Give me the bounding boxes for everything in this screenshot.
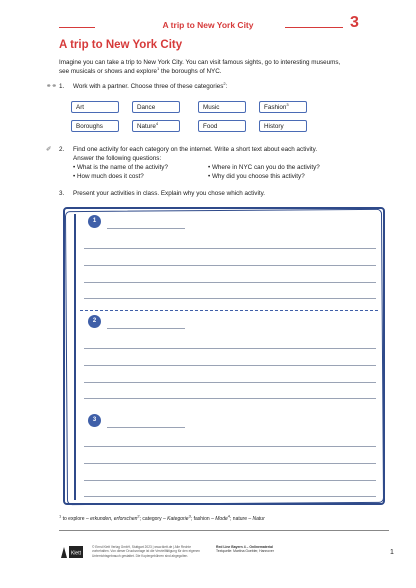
section-marker-1: 1 [88, 215, 101, 228]
task-1-number: 1. [59, 83, 65, 90]
writing-line[interactable] [84, 298, 376, 299]
intro-text-3: the boroughs of NYC. [159, 68, 222, 75]
activity-title-line-1[interactable] [107, 228, 185, 229]
task-3-text: Present your activities in class. Explain why you chose which activity. [73, 190, 266, 197]
page-number: 1 [390, 549, 394, 556]
header-title: A trip to New York City [162, 20, 254, 30]
svg-text:Klett: Klett [70, 550, 82, 557]
category-boroughs: Boroughs [71, 120, 119, 132]
writing-line[interactable] [84, 463, 376, 464]
writing-line[interactable] [84, 480, 376, 481]
writing-line[interactable] [84, 348, 376, 349]
intro-paragraph [59, 58, 369, 76]
footnotes: $^1$ to explore – erkunden, erforschen$^2$; category – Kategorie$^3$; fashion – Mode$^4$; nature – Natur [59, 513, 265, 522]
klett-logo [60, 545, 84, 559]
activity-title-line-3[interactable] [107, 427, 185, 428]
task-2-number: 2. [59, 146, 65, 153]
category-music: Music [198, 101, 246, 113]
writing-line[interactable] [84, 282, 376, 283]
intro-text-2: see musicals or shows and explore [59, 68, 157, 75]
footer-rule [59, 530, 389, 531]
category-history: History [259, 120, 307, 132]
copyright-notice: © Ernst Klett Verlag GmbH, Stuttgart 2023 | www.klett.de | Alle Rechte vorbehalten. Von dieser Druckvorlage ist die Vervielfältigung für den eigenen Unterrichtsgebrauch gestattet. Die Kopiergebühren sind abgegolten. [92, 545, 200, 558]
writing-line[interactable] [84, 365, 376, 366]
pair-work-icon: ⚭⚭ [46, 83, 57, 90]
writing-board-sketch-border [65, 209, 384, 505]
page-title: A trip to New York City [59, 39, 183, 51]
writing-line[interactable] [84, 265, 376, 266]
activity-title-line-2[interactable] [107, 328, 185, 329]
task-1-text: Work with a partner. Choose three of these categories$^2$: [73, 80, 228, 90]
intro-text-1: Imagine you can take a trip to New York City. You can visit famous sights, go to interesting museums, [59, 59, 341, 66]
footnote-ref-1: 1 [157, 65, 160, 71]
board-spine [74, 214, 76, 500]
question-item: • Why did you choose this activity? [208, 173, 305, 180]
category-dance: Dance [132, 101, 180, 113]
writing-line[interactable] [84, 446, 376, 447]
header-rule-right [285, 27, 343, 28]
series-info: Red Line Bayern 4 – Onlinematerial Textquelle: Martina Goebler, Hannover [216, 545, 274, 554]
task-3-number: 3. [59, 190, 65, 197]
writing-line[interactable] [84, 248, 376, 249]
writing-line[interactable] [84, 382, 376, 383]
question-item: • Where in NYC can you do the activity? [208, 164, 320, 171]
section-divider [80, 310, 378, 311]
writing-line[interactable] [84, 496, 376, 497]
question-item: • What is the name of the activity? [73, 164, 168, 171]
question-item: • How much does it cost? [73, 173, 144, 180]
writing-icon: ✐ [46, 146, 52, 153]
category-fashion: Fashion$^3$ [259, 101, 307, 113]
section-marker-2: 2 [88, 315, 101, 328]
writing-line[interactable] [84, 398, 376, 399]
chapter-number: 3 [350, 14, 359, 31]
category-nature: Nature$^4$ [132, 120, 180, 132]
section-marker-3: 3 [88, 414, 101, 427]
category-food: Food [198, 120, 246, 132]
category-art: Art [71, 101, 119, 113]
task-2-text: Find one activity for each category on the internet. Write a short text about each activity. Answer the following questions: [73, 146, 318, 162]
